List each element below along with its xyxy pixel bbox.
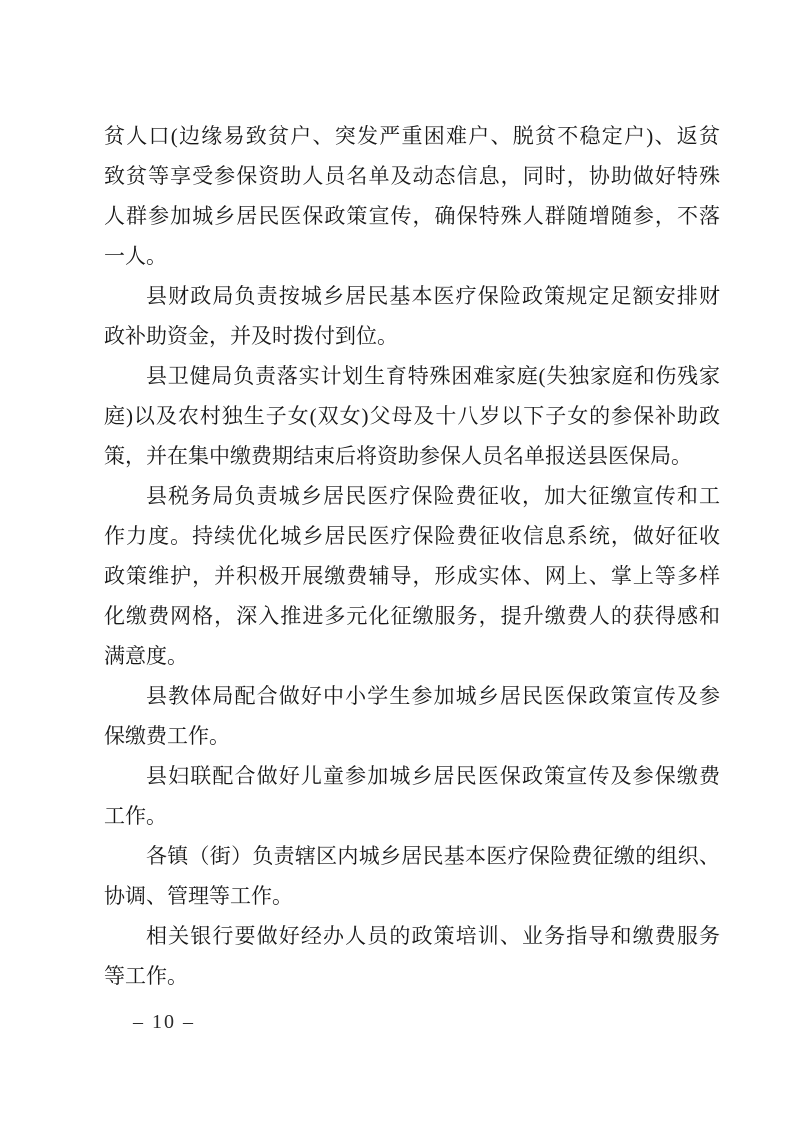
paragraph-continued (104, 116, 720, 276)
text-line: 庭)以及农村独生子女(双女)父母及十八岁以下子女的参保补助政 (104, 404, 720, 428)
text-line: 一人。 (104, 244, 167, 268)
paragraph-education-bureau (104, 676, 720, 756)
text-line: 贫人口(边缘易致贫户、突发严重困难户、脱贫不稳定户)、返贫 (104, 124, 720, 148)
text-line: 县妇联配合做好儿童参加城乡居民医保政策宣传及参保缴费 (146, 764, 720, 788)
text-line: 政策维护，并积极开展缴费辅导，形成实体、网上、掌上等多样 (104, 564, 720, 588)
document-body (104, 116, 720, 996)
paragraph-health-bureau (104, 356, 720, 476)
paragraph-womens-federation (104, 756, 720, 836)
text-line: 化缴费网格，深入推进多元化征缴服务，提升缴费人的获得感和 (104, 604, 720, 628)
page-number: – 10 – (133, 1011, 195, 1033)
text-line: 县教体局配合做好中小学生参加城乡居民医保政策宣传及参 (146, 684, 720, 708)
text-line: 政补助资金，并及时拨付到位。 (104, 324, 398, 348)
text-line: 县卫健局负责落实计划生育特殊困难家庭(失独家庭和伤残家 (146, 364, 720, 388)
text-line: 满意度。 (104, 644, 188, 668)
paragraph-tax-bureau (104, 476, 720, 676)
text-line: 作力度。持续优化城乡居民医疗保险费征收信息系统，做好征收 (104, 524, 720, 548)
paragraph-banks (104, 916, 720, 996)
text-line: 相关银行要做好经办人员的政策培训、业务指导和缴费服务 (146, 924, 720, 948)
text-line: 致贫等享受参保资助人员名单及动态信息，同时，协助做好特殊 (104, 164, 720, 188)
text-line: 保缴费工作。 (104, 724, 230, 748)
text-line: 各镇（街）负责辖区内城乡居民基本医疗保险费征缴的组织、 (146, 844, 720, 868)
text-line: 县财政局负责按城乡居民基本医疗保险政策规定足额安排财 (146, 284, 720, 308)
text-line: 策，并在集中缴费期结束后将资助参保人员名单报送县医保局。 (104, 444, 692, 468)
paragraph-finance-bureau (104, 276, 720, 356)
text-line: 人群参加城乡居民医保政策宣传，确保特殊人群随增随参，不落 (104, 204, 720, 228)
paragraph-townships (104, 836, 720, 916)
text-line: 工作。 (104, 804, 167, 828)
text-line: 协调、管理等工作。 (104, 884, 293, 908)
text-line: 等工作。 (104, 964, 188, 988)
text-line: 县税务局负责城乡居民医疗保险费征收，加大征缴宣传和工 (146, 484, 720, 508)
